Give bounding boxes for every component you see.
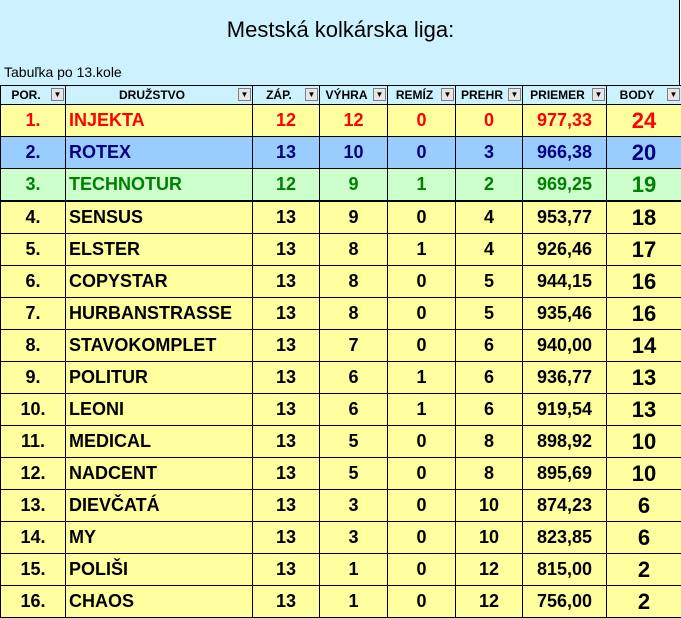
header-row [1,86,681,105]
cell-losses[interactable]: 6 [456,330,523,362]
cell-played[interactable]: 13 [253,298,320,330]
cell-wins[interactable]: 1 [320,554,388,586]
cell-wins[interactable]: 12 [320,105,388,137]
cell-played[interactable]: 13 [253,426,320,458]
cell-points[interactable]: 14 [607,330,681,362]
cell-wins[interactable]: 8 [320,298,388,330]
cell-points[interactable]: 13 [607,394,681,426]
cell-draws[interactable]: 1 [388,394,456,426]
cell-points[interactable]: 18 [607,201,681,234]
cell-draws[interactable]: 0 [388,330,456,362]
cell-draws[interactable]: 0 [388,586,456,618]
cell-draws[interactable]: 0 [388,426,456,458]
cell-team[interactable]: DIEVČATÁ [66,490,253,522]
cell-average[interactable]: 895,69 [523,458,607,490]
cell-played[interactable]: 13 [253,266,320,298]
cell-position[interactable]: 7. [1,298,66,330]
cell-played[interactable]: 13 [253,586,320,618]
cell-wins[interactable]: 6 [320,362,388,394]
cell-average[interactable]: 977,33 [523,105,607,137]
table-row [1,458,681,490]
cell-team[interactable]: MEDICAL [66,426,253,458]
cell-points[interactable]: 24 [607,105,681,137]
table-row [1,330,681,362]
league-title: Mestská kolkárska liga: [0,17,681,43]
filter-dropdown-icon[interactable]: ▼ [441,88,454,101]
cell-wins[interactable]: 7 [320,330,388,362]
cell-points[interactable]: 20 [607,137,681,169]
cell-draws[interactable]: 0 [388,490,456,522]
table-row [1,169,681,202]
filter-dropdown-icon[interactable]: ▼ [51,88,64,101]
cell-team[interactable]: POLIŠI [66,554,253,586]
cell-losses[interactable]: 0 [456,105,523,137]
cell-played[interactable]: 13 [253,362,320,394]
cell-wins[interactable]: 9 [320,169,388,202]
table-row [1,105,681,137]
cell-position[interactable]: 16. [1,586,66,618]
cell-average[interactable]: 823,85 [523,522,607,554]
cell-wins[interactable]: 10 [320,137,388,169]
cell-position[interactable]: 6. [1,266,66,298]
cell-position[interactable]: 4. [1,201,66,234]
cell-losses[interactable]: 5 [456,298,523,330]
cell-average[interactable]: 969,25 [523,169,607,202]
table-row [1,490,681,522]
cell-draws[interactable]: 1 [388,362,456,394]
cell-losses[interactable]: 4 [456,201,523,234]
cell-points[interactable]: 13 [607,362,681,394]
cell-points[interactable]: 6 [607,490,681,522]
cell-played[interactable]: 13 [253,394,320,426]
header-druzstvo: DRUŽSTVO ▼ [66,86,253,105]
table-row [1,394,681,426]
table-row [1,554,681,586]
cell-losses[interactable]: 10 [456,522,523,554]
cell-losses[interactable]: 12 [456,586,523,618]
cell-wins[interactable]: 5 [320,458,388,490]
cell-played[interactable]: 12 [253,169,320,202]
cell-team[interactable]: TECHNOTUR [66,169,253,202]
header-prehra: PREHR ▼ [456,86,523,105]
cell-team[interactable]: STAVOKOMPLET [66,330,253,362]
cell-draws[interactable]: 0 [388,554,456,586]
cell-points[interactable]: 10 [607,458,681,490]
cell-played[interactable]: 12 [253,105,320,137]
cell-losses[interactable]: 10 [456,490,523,522]
cell-wins[interactable]: 5 [320,426,388,458]
header-body: BODY ▼ [607,86,681,105]
cell-losses[interactable]: 8 [456,426,523,458]
cell-points[interactable]: 6 [607,522,681,554]
cell-team[interactable]: CHAOS [66,586,253,618]
cell-draws[interactable]: 0 [388,458,456,490]
cell-position[interactable]: 5. [1,234,66,266]
cell-played[interactable]: 13 [253,522,320,554]
table-row [1,201,681,234]
cell-position[interactable]: 11. [1,426,66,458]
cell-average[interactable]: 898,92 [523,426,607,458]
title-area [0,0,680,85]
cell-played[interactable]: 13 [253,458,320,490]
header-zap: ZÁP. ▼ [253,86,320,105]
table-row [1,137,681,169]
cell-position[interactable]: 15. [1,554,66,586]
filter-dropdown-icon[interactable]: ▼ [373,88,386,101]
filter-dropdown-icon[interactable]: ▼ [238,88,251,101]
cell-draws[interactable]: 1 [388,234,456,266]
league-table [0,85,681,618]
cell-points[interactable]: 17 [607,234,681,266]
cell-wins[interactable]: 6 [320,394,388,426]
cell-position[interactable]: 9. [1,362,66,394]
cell-losses[interactable]: 3 [456,137,523,169]
cell-average[interactable]: 815,00 [523,554,607,586]
cell-played[interactable]: 13 [253,490,320,522]
cell-position[interactable]: 10. [1,394,66,426]
cell-team[interactable]: ELSTER [66,234,253,266]
cell-draws[interactable]: 0 [388,105,456,137]
cell-team[interactable]: COPYSTAR [66,266,253,298]
cell-team[interactable]: ROTEX [66,137,253,169]
cell-team[interactable]: LEONI [66,394,253,426]
cell-wins[interactable]: 8 [320,234,388,266]
cell-team[interactable]: NADCENT [66,458,253,490]
table-row [1,234,681,266]
cell-position[interactable]: 14. [1,522,66,554]
cell-position[interactable]: 13. [1,490,66,522]
cell-draws[interactable]: 0 [388,137,456,169]
cell-wins[interactable]: 3 [320,522,388,554]
cell-losses[interactable]: 2 [456,169,523,202]
cell-team[interactable]: MY [66,522,253,554]
cell-points[interactable]: 16 [607,298,681,330]
table-row [1,298,681,330]
table-row [1,362,681,394]
table-row [1,586,681,618]
header-remiz: REMÍZ ▼ [388,86,456,105]
cell-draws[interactable]: 1 [388,169,456,202]
cell-average[interactable]: 966,38 [523,137,607,169]
cell-draws[interactable]: 0 [388,201,456,234]
cell-played[interactable]: 13 [253,137,320,169]
header-por: POR. ▼ [1,86,66,105]
filter-dropdown-icon[interactable]: ▼ [305,88,318,101]
cell-wins[interactable]: 1 [320,586,388,618]
filter-dropdown-icon[interactable]: ▼ [508,88,521,101]
filter-dropdown-icon[interactable]: ▼ [667,88,680,101]
cell-average[interactable]: 936,77 [523,362,607,394]
cell-played[interactable]: 13 [253,234,320,266]
filter-dropdown-icon[interactable]: ▼ [592,88,605,101]
cell-points[interactable]: 2 [607,586,681,618]
cell-draws[interactable]: 0 [388,298,456,330]
cell-average[interactable]: 874,23 [523,490,607,522]
table-subtitle: Tabuľka po 13.kole [4,64,122,80]
cell-team[interactable]: INJEKTA [66,105,253,137]
cell-points[interactable]: 19 [607,169,681,202]
cell-team[interactable]: POLITUR [66,362,253,394]
cell-played[interactable]: 13 [253,330,320,362]
cell-wins[interactable]: 3 [320,490,388,522]
cell-played[interactable]: 13 [253,554,320,586]
cell-losses[interactable]: 6 [456,362,523,394]
cell-average[interactable]: 940,00 [523,330,607,362]
cell-points[interactable]: 2 [607,554,681,586]
cell-average[interactable]: 935,46 [523,298,607,330]
cell-position[interactable]: 3. [1,169,66,202]
cell-played[interactable]: 13 [253,201,320,234]
cell-wins[interactable]: 8 [320,266,388,298]
cell-wins[interactable]: 9 [320,201,388,234]
cell-position[interactable]: 12. [1,458,66,490]
cell-losses[interactable]: 12 [456,554,523,586]
cell-draws[interactable]: 0 [388,266,456,298]
cell-average[interactable]: 919,54 [523,394,607,426]
header-priemer: PRIEMER ▼ [523,86,607,105]
cell-losses[interactable]: 8 [456,458,523,490]
cell-position[interactable]: 2. [1,137,66,169]
cell-losses[interactable]: 6 [456,394,523,426]
cell-average[interactable]: 944,15 [523,266,607,298]
table-row [1,266,681,298]
cell-team[interactable]: HURBANSTRASSE [66,298,253,330]
cell-losses[interactable]: 4 [456,234,523,266]
cell-average[interactable]: 926,46 [523,234,607,266]
table-row [1,522,681,554]
table-row [1,426,681,458]
cell-position[interactable]: 1. [1,105,66,137]
cell-average[interactable]: 756,00 [523,586,607,618]
cell-team[interactable]: SENSUS [66,201,253,234]
cell-draws[interactable]: 0 [388,522,456,554]
cell-points[interactable]: 10 [607,426,681,458]
cell-points[interactable]: 16 [607,266,681,298]
cell-losses[interactable]: 5 [456,266,523,298]
header-vyhra: VÝHRA ▼ [320,86,388,105]
cell-average[interactable]: 953,77 [523,201,607,234]
cell-position[interactable]: 8. [1,330,66,362]
